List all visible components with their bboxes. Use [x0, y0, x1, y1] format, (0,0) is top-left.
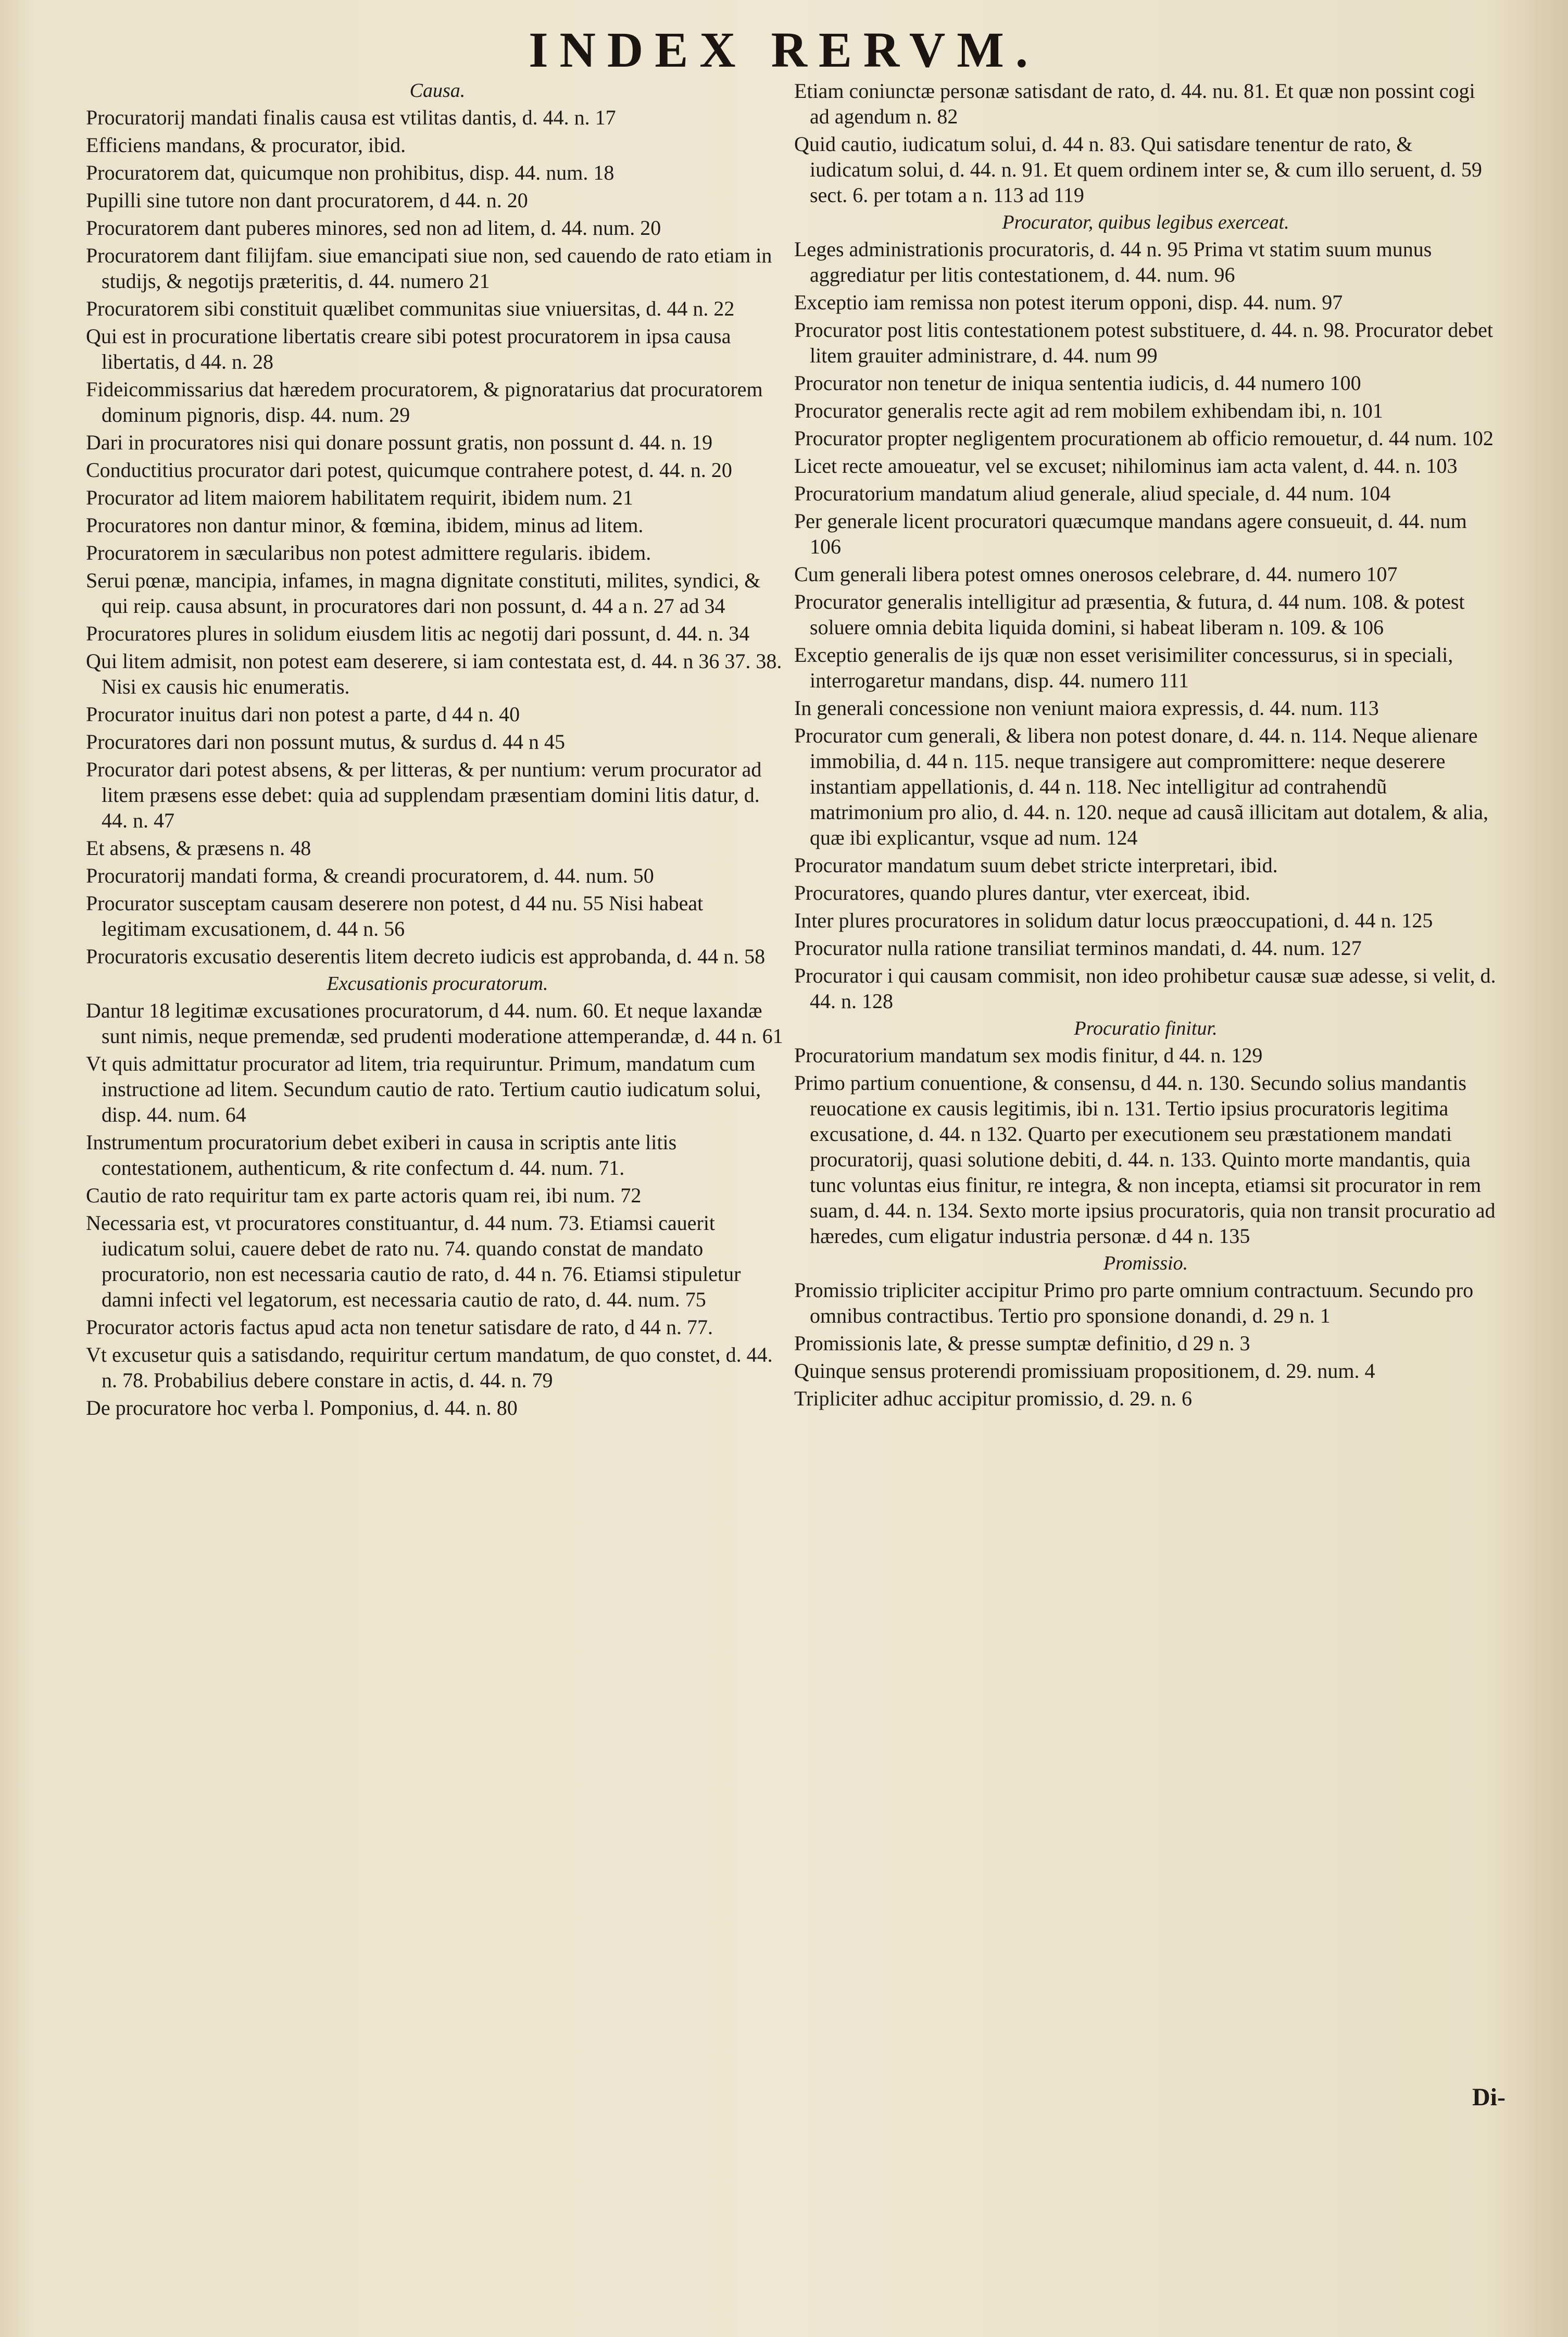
index-entry: Procuratorem sibi constituit quælibet communitas siue vniuersitas, d. 44 n. 22: [86, 297, 735, 320]
index-entry: Procurator post litis contestationem potest substituere, d. 44. n. 98. Procurator debet litem grauiter administrare, d. 44. num 99: [794, 318, 1493, 367]
index-entry: Etiam coniunctæ personæ satisdant de rato, d. 44. nu. 81. Et quæ non possint cogi ad agendum n. 82: [794, 79, 1475, 128]
section-heading: Procurator, quibus legibus exerceat.: [1002, 211, 1289, 233]
index-entry: Procuratorium mandatum sex modis finitur, d 44. n. 129: [794, 1044, 1263, 1067]
index-entry: Primo partium conuentione, & consensu, d 44. n. 130. Secundo solius mandantis reuocatione ex causis legitimis, ibi n. 131. Tertio ipsius procuratoris legitima excusatione, d. 44. n 132. Quarto per executionem seu præstationem mandati procuratorij, quasi solutione debiti, d. 44. n. 133. Quinto morte mandantis, quia tunc voluntas eius finitur, re integra, & non incepta, etiamsi sit procurator in rem suam, d. 44. n. 134. Sexto morte ipsius procuratoris, quia non transit procuratio ad hæredes, cum eligatur industria personæ. d 44 n. 135: [794, 1071, 1496, 1248]
index-entry: Instrumentum procuratorium debet exiberi in causa in scriptis ante litis contestationem, authenticum, & rite confectum d. 44. num. 71.: [86, 1130, 677, 1179]
index-entry: Et absens, & præsens n. 48: [86, 836, 311, 860]
index-entry: Quid cautio, iudicatum solui, d. 44 n. 83. Qui satisdare tenentur de rato, & iudicatum solui, d. 44. n. 91. Et quem ordinem inter se, & cum illo seruent, d. 59 sect. 6. per totam a n. 113 ad 119: [794, 132, 1482, 207]
index-entry: Procuratorij mandati forma, & creandi procuratorem, d. 44. num. 50: [86, 864, 654, 887]
index-entry: Conductitius procurator dari potest, quicumque contrahere potest, d. 44. n. 20: [86, 458, 732, 482]
index-entry: Procuratores plures in solidum eiusdem litis ac negotij dari possunt, d. 44. n. 34: [86, 622, 750, 645]
index-entry: Serui pœnæ, mancipia, infames, in magna dignitate constituti, milites, syndici, & qui reip. causa absunt, in procuratores dari non possunt, d. 44 a n. 27 ad 34: [86, 569, 761, 618]
index-entry: Procuratorem dat, quicumque non prohibitus, disp. 44. num. 18: [86, 161, 614, 184]
index-entry: Qui litem admisit, non potest eam deserere, si iam contestata est, d. 44. n 36 37. 38. Nisi ex causis hic enumeratis.: [86, 649, 782, 698]
index-entry: Licet recte amoueatur, vel se excuset; nihilominus iam acta valent, d. 44. n. 103: [794, 454, 1458, 478]
index-entry: Dantur 18 legitimæ excusationes procuratorum, d 44. num. 60. Et neque laxandæ sunt nimis, neque premendæ, sed prudenti moderatione attemperandæ, d. 44 n. 61: [86, 999, 783, 1048]
index-entry: Leges administrationis procuratoris, d. 44 n. 95 Prima vt statim suum munus aggrediatur per litis contestationem, d. 44. num. 96: [794, 237, 1432, 286]
index-entry: Procuratorem dant filijfam. siue emancipati siue non, sed cauendo de rato etiam in studijs, & negotijs præteritis, d. 44. numero 21: [86, 244, 772, 293]
index-entry: Qui est in procuratione libertatis creare sibi potest procuratorem in ipsa causa libertatis, d 44. n. 28: [86, 324, 731, 373]
index-entry: Procurator generalis recte agit ad rem mobilem exhibendam ibi, n. 101: [794, 399, 1383, 422]
index-entry: Per generale licent procuratori quæcumque mandans agere consueuit, d. 44. num 106: [794, 509, 1467, 558]
index-entry: Procurator propter negligentem procurationem ab officio remouetur, d. 44 num. 102: [794, 426, 1494, 450]
index-entry: Quinque sensus proterendi promissiuam propositionem, d. 29. num. 4: [794, 1359, 1375, 1383]
index-entry: Cum generali libera potest omnes onerosos celebrare, d. 44. numero 107: [794, 562, 1398, 586]
index-entry: Exceptio iam remissa non potest iterum opponi, disp. 44. num. 97: [794, 291, 1343, 314]
index-entry: Procurator susceptam causam deserere non potest, d 44 nu. 55 Nisi habeat legitimam excusationem, d. 44 n. 56: [86, 891, 704, 940]
index-entry: Procuratorem dant puberes minores, sed non ad litem, d. 44. num. 20: [86, 216, 661, 240]
index-entry: Pupilli sine tutore non dant procuratorem, d 44. n. 20: [86, 189, 528, 212]
index-entry: Procuratores dari non possunt mutus, & surdus d. 44 n 45: [86, 730, 565, 753]
index-entry: Procurator nulla ratione transiliat terminos mandati, d. 44. num. 127: [794, 936, 1362, 960]
index-entry: Vt excusetur quis a satisdando, requiritur certum mandatum, de quo constet, d. 44. n. 78. Probabilius debere constare in actis, d. 44. n. 79: [86, 1343, 773, 1392]
index-entry: Dari in procuratores nisi qui donare possunt gratis, non possunt d. 44. n. 19: [86, 431, 713, 454]
index-entry: Inter plures procuratores in solidum datur locus præoccupationi, d. 44 n. 125: [794, 909, 1433, 932]
index-entry: Procuratores non dantur minor, & fœmina, ibidem, minus ad litem.: [86, 513, 644, 537]
index-entry: Promissionis late, & presse sumptæ definitio, d 29 n. 3: [794, 1331, 1250, 1355]
index-entry: De procuratore hoc verba l. Pomponius, d. 44. n. 80: [86, 1396, 518, 1419]
index-entry: Procurator inuitus dari non potest a parte, d 44 n. 40: [86, 702, 520, 726]
section-heading: Promissio.: [1103, 1252, 1188, 1274]
left-column: [86, 78, 789, 1423]
section-heading: Procuratio finitur.: [1074, 1017, 1218, 1039]
index-entry: Procuratores, quando plures dantur, vter exerceat, ibid.: [794, 881, 1250, 904]
page-title: INDEX RERVM.: [529, 22, 1039, 78]
index-entry: Procuratorium mandatum aliud generale, aliud speciale, d. 44 num. 104: [794, 482, 1391, 505]
index-entry: Procurator ad litem maiorem habilitatem requirit, ibidem num. 21: [86, 486, 633, 509]
index-entry: Tripliciter adhuc accipitur promissio, d. 29. n. 6: [794, 1387, 1192, 1410]
index-entry: Vt quis admittatur procurator ad litem, tria requiruntur. Primum, mandatum cum instructione ad litem. Secundum cautio de rato. Tertium cautio iudicatum solui, disp. 44. num. 64: [86, 1052, 761, 1126]
right-column: [794, 78, 1497, 1413]
index-entry: Procuratoris excusatio deserentis litem decreto iudicis est approbanda, d. 44 n. 58: [86, 945, 766, 968]
index-entry: Procuratorem in sæcularibus non potest admittere regularis. ibidem.: [86, 541, 651, 564]
section-heading: Excusationis procuratorum.: [327, 973, 548, 995]
index-entry: Procurator dari potest absens, & per litteras, & per nuntium: verum procurator ad litem præsens esse debet: quia ad supplendam præsentiam domini litis datur, d. 44. n. 47: [86, 758, 762, 832]
catchword: Di-: [1472, 2083, 1506, 2111]
section-heading: Causa.: [409, 80, 466, 102]
index-entry: Procurator i qui causam commisit, non ideo prohibetur causæ suæ adesse, si velit, d. 44. n. 128: [794, 964, 1496, 1013]
index-entry: Exceptio generalis de ijs quæ non esset verisimiliter concessurus, si in speciali, interrogaretur mandans, disp. 44. numero 111: [794, 643, 1453, 692]
index-entry: Procurator non tenetur de iniqua sententia iudicis, d. 44 numero 100: [794, 371, 1361, 395]
index-entry: Procurator cum generali, & libera non potest donare, d. 44. n. 114. Neque alienare immobilia, d. 44 n. 115. neque transigere aut compromittere: neque deserere instantiam appellationis, d. 44 n. 118. Nec intelligitur ad contrahendũ matrimonium pro alio, d. 44. n. 120. neque ad causã illicitam aut dotalem, & alia, quæ ibi explicantur, vsque ad num. 124: [794, 724, 1489, 849]
index-entry: Procurator mandatum suum debet stricte interpretari, ibid.: [794, 853, 1278, 877]
index-entry: Procurator generalis intelligitur ad præsentia, & futura, d. 44 num. 108. & potest soluere omnia debita liquida domini, si habeat liberam n. 109. & 106: [794, 590, 1465, 639]
index-entry: In generali concessione non veniunt maiora expressis, d. 44. num. 113: [794, 696, 1379, 720]
index-entry: Promissio tripliciter accipitur Primo pro parte omnium contractuum. Secundo pro omnibus contractibus. Tertio pro sponsione donandi, d. 29 n. 1: [794, 1278, 1474, 1327]
index-entry: Procurator actoris factus apud acta non tenetur satisdare de rato, d 44 n. 77.: [86, 1315, 713, 1339]
index-entry: Efficiens mandans, & procurator, ibid.: [86, 133, 406, 157]
index-entry: Necessaria est, vt procuratores constituantur, d. 44 num. 73. Etiamsi cauerit iudicatum solui, cauere debet de rato nu. 74. quando constat de mandato procuratorio, non est necessaria cautio de rato, d. 44 n. 76. Etiamsi stipuletur damni infecti vel legatorum, est necessaria cautio de rato, d. 44. num. 75: [86, 1211, 741, 1311]
index-entry: Procuratorij mandati finalis causa est vtilitas dantis, d. 44. n. 17: [86, 106, 616, 129]
index-entry: Cautio de rato requiritur tam ex parte actoris quam rei, ibi num. 72: [86, 1184, 642, 1207]
index-entry: Fideicommissarius dat hæredem procuratorem, & pignoratarius dat procuratorem dominum pignoris, disp. 44. num. 29: [86, 378, 763, 426]
